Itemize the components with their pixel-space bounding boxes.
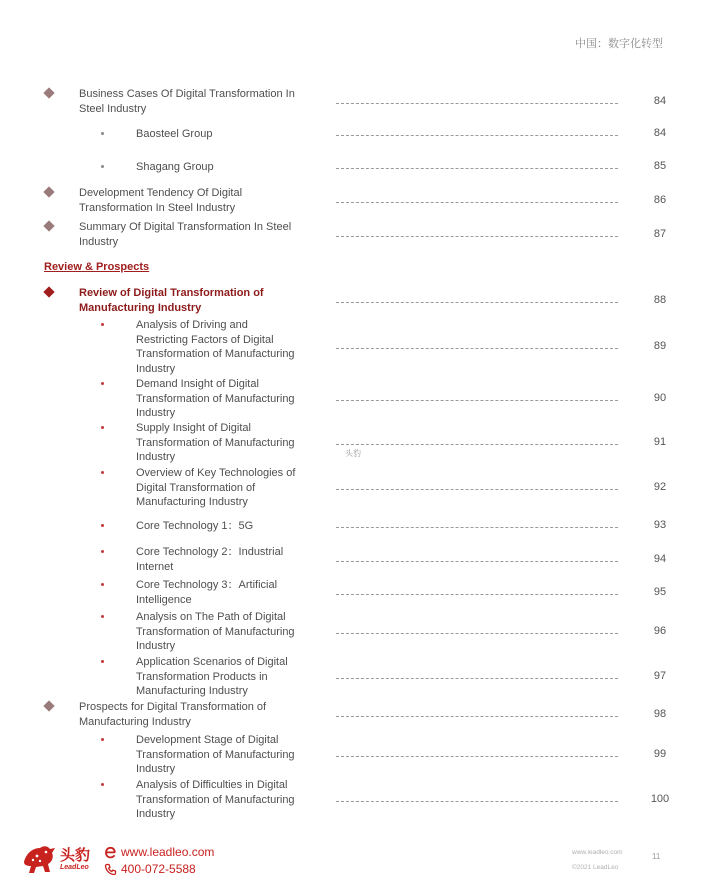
toc-page-number[interactable]: 93 — [653, 519, 667, 532]
toc-leader-line — [336, 716, 618, 717]
toc-leader-line — [336, 202, 618, 203]
toc-entry-title[interactable] — [79, 700, 319, 729]
toc-entry-title[interactable] — [79, 286, 319, 315]
toc-entry-line: Development Tendency Of Digital — [79, 187, 243, 199]
toc-entry-line: Analysis of Difficulties in Digital — [136, 779, 288, 791]
section-heading-review-prospects[interactable]: Review & Prospects — [44, 261, 150, 273]
toc-entry-line: Baosteel Group — [136, 128, 213, 140]
toc-entry-line: Intelligence — [136, 593, 192, 606]
leopard-logo-icon — [22, 842, 56, 874]
toc-entry-line: Demand Insight of Digital — [136, 378, 259, 390]
toc-diamond-icon — [43, 700, 54, 711]
toc-bullet-icon — [101, 323, 104, 326]
toc-page-number[interactable]: 95 — [653, 585, 667, 598]
phone-icon — [104, 863, 117, 876]
toc-entry-line: Industry — [79, 235, 119, 248]
toc-page-number[interactable]: 96 — [653, 624, 667, 637]
toc-bullet-icon — [101, 524, 104, 527]
watermark-text: 头豹 — [345, 449, 361, 458]
toc-page-number[interactable]: 86 — [653, 193, 667, 206]
toc-page-number[interactable]: 94 — [653, 552, 667, 565]
toc-leader-line — [336, 444, 618, 445]
footer-site-small: www.leadleo.com — [572, 849, 623, 856]
toc-bullet-icon — [101, 783, 104, 786]
toc-leader-line — [336, 302, 618, 303]
toc-leader-line — [336, 561, 618, 562]
toc-entry-line: Industry — [136, 808, 176, 820]
toc-entry-line: Summary Of Digital Transformation In Steel — [79, 221, 292, 233]
toc-diamond-icon — [43, 186, 54, 197]
toc-entry-line: Supply Insight of Digital — [136, 422, 251, 434]
toc-leader-line — [336, 236, 618, 237]
footer-phone-number: 400-072-5588 — [121, 862, 196, 876]
toc-diamond-icon — [43, 220, 54, 231]
toc-bullet-icon — [101, 738, 104, 741]
toc-page-number[interactable]: 89 — [653, 340, 667, 352]
toc-page-number[interactable]: 99 — [653, 747, 667, 760]
brand-name-en: LeadLeo — [60, 864, 89, 871]
toc-entry-title[interactable] — [136, 377, 316, 421]
toc-entry-title[interactable] — [136, 466, 316, 510]
toc-leader-line — [336, 135, 618, 136]
toc-entry-line: Transformation of Manufacturing — [136, 748, 295, 761]
toc-entry-line: Business Cases Of Digital Transformation In — [79, 88, 295, 100]
toc-entry-line: Transformation Products in — [136, 670, 268, 683]
toc-entry-line: Shagang Group — [136, 161, 214, 173]
toc-page-number[interactable]: 88 — [653, 293, 667, 306]
toc-bullet-icon — [101, 471, 104, 474]
toc-entry-line: Transformation of Manufacturing — [136, 793, 295, 806]
toc-entry-line: Review of Digital Transformation of — [79, 287, 264, 299]
toc-entry-line: Manufacturing Industry — [79, 301, 202, 314]
toc-entry-line: Industry — [136, 362, 176, 375]
toc-entry-line: Manufacturing Industry — [136, 685, 248, 697]
toc-entry-line: Steel Industry — [79, 102, 147, 115]
toc-page-number[interactable]: 97 — [653, 669, 667, 682]
toc-entry-line: Transformation of Manufacturing — [136, 392, 295, 405]
toc-entry-title[interactable] — [136, 610, 316, 654]
toc-entry-line: Transformation of Manufacturing — [136, 436, 295, 449]
toc-bullet-icon — [101, 550, 104, 553]
toc-entry-line: Industry — [136, 640, 176, 652]
toc-entry-line: Internet — [136, 560, 174, 573]
toc-leader-line — [336, 400, 618, 401]
toc-entry-title[interactable] — [136, 127, 316, 142]
toc-bullet-icon — [101, 583, 104, 586]
toc-entry-line: Industry — [136, 451, 176, 463]
toc-entry-title[interactable] — [136, 578, 316, 607]
toc-entry-title[interactable] — [79, 220, 319, 249]
toc-entry-title[interactable] — [136, 318, 316, 376]
toc-entry-line: Core Technology 1：5G — [136, 520, 254, 532]
toc-entry-line: Analysis of Driving and — [136, 319, 248, 331]
toc-page-number[interactable]: 100 — [650, 792, 670, 805]
toc-entry-line: Industry — [136, 407, 176, 419]
toc-bullet-icon — [101, 615, 104, 618]
toc-page-number[interactable]: 92 — [653, 480, 667, 493]
toc-leader-line — [336, 801, 618, 802]
toc-entry-line: Application Scenarios of Digital — [136, 656, 288, 668]
toc-entry-title[interactable] — [136, 655, 316, 699]
toc-entry-title[interactable] — [79, 87, 319, 116]
toc-entry-line: Manufacturing Industry — [79, 715, 191, 728]
toc-diamond-icon — [43, 87, 54, 98]
toc-leader-line — [336, 756, 618, 757]
toc-diamond-icon — [43, 286, 54, 297]
toc-leader-line — [336, 489, 618, 490]
brand-name-cn: 头豹 — [60, 846, 91, 864]
toc-leader-line — [336, 633, 618, 634]
toc-entry-line: Analysis on The Path of Digital — [136, 611, 286, 623]
toc-entry-title[interactable] — [136, 733, 316, 777]
toc-leader-line — [336, 678, 618, 679]
toc-page-number[interactable]: 85 — [653, 160, 667, 173]
toc-entry-title[interactable] — [79, 186, 319, 215]
toc-entry-line: Transformation of Manufacturing — [136, 625, 295, 638]
toc-entry-line: Development Stage of Digital — [136, 734, 279, 746]
footer-page-number: 11 — [652, 852, 661, 861]
toc-bullet-icon — [101, 165, 104, 168]
toc-entry-line: Industry — [136, 763, 176, 775]
toc-page-number[interactable]: 90 — [653, 391, 667, 404]
toc-bullet-icon — [101, 132, 104, 135]
toc-entry-line: Digital Transformation of — [136, 481, 256, 494]
toc-leader-line — [336, 594, 618, 595]
toc-entry-line: Transformation of Manufacturing — [136, 348, 295, 360]
toc-entry-line: Manufacturing Industry — [136, 496, 248, 508]
toc-bullet-icon — [101, 660, 104, 663]
web-e-icon — [104, 846, 117, 859]
toc-leader-line — [336, 527, 618, 528]
toc-entry-line: Core Technology 3：Artificial — [136, 579, 278, 591]
toc-entry-title[interactable] — [136, 421, 316, 465]
toc-page-number[interactable]: 98 — [653, 707, 667, 720]
toc-entry-line: Transformation In Steel Industry — [79, 201, 236, 214]
toc-entry-title[interactable] — [136, 778, 316, 822]
toc-entry-title[interactable] — [136, 519, 316, 534]
toc-entry-line: Prospects for Digital Transformation of — [79, 701, 267, 713]
toc-page-number[interactable]: 91 — [653, 435, 667, 448]
page-header-title: 中国：数字化转型 — [575, 37, 663, 50]
toc-entry-title[interactable] — [136, 160, 316, 175]
footer-website-link[interactable]: www.leadleo.com — [121, 845, 215, 859]
toc-entry-line: Restricting Factors of Digital — [136, 333, 274, 346]
toc-entry-line: Core Technology 2：Industrial — [136, 546, 284, 558]
toc-leader-line — [336, 348, 618, 349]
toc-page-number[interactable]: 87 — [653, 227, 667, 240]
toc-bullet-icon — [101, 426, 104, 429]
toc-leader-line — [336, 168, 618, 169]
footer-copyright: ©2021 LeadLeo — [572, 864, 619, 871]
toc-entry-title[interactable] — [136, 545, 316, 574]
toc-entry-line: Overview of Key Technologies of — [136, 467, 296, 479]
toc-page-number[interactable]: 84 — [653, 127, 667, 140]
toc-page-number[interactable]: 84 — [653, 94, 667, 107]
toc-leader-line — [336, 103, 618, 104]
toc-bullet-icon — [101, 382, 104, 385]
